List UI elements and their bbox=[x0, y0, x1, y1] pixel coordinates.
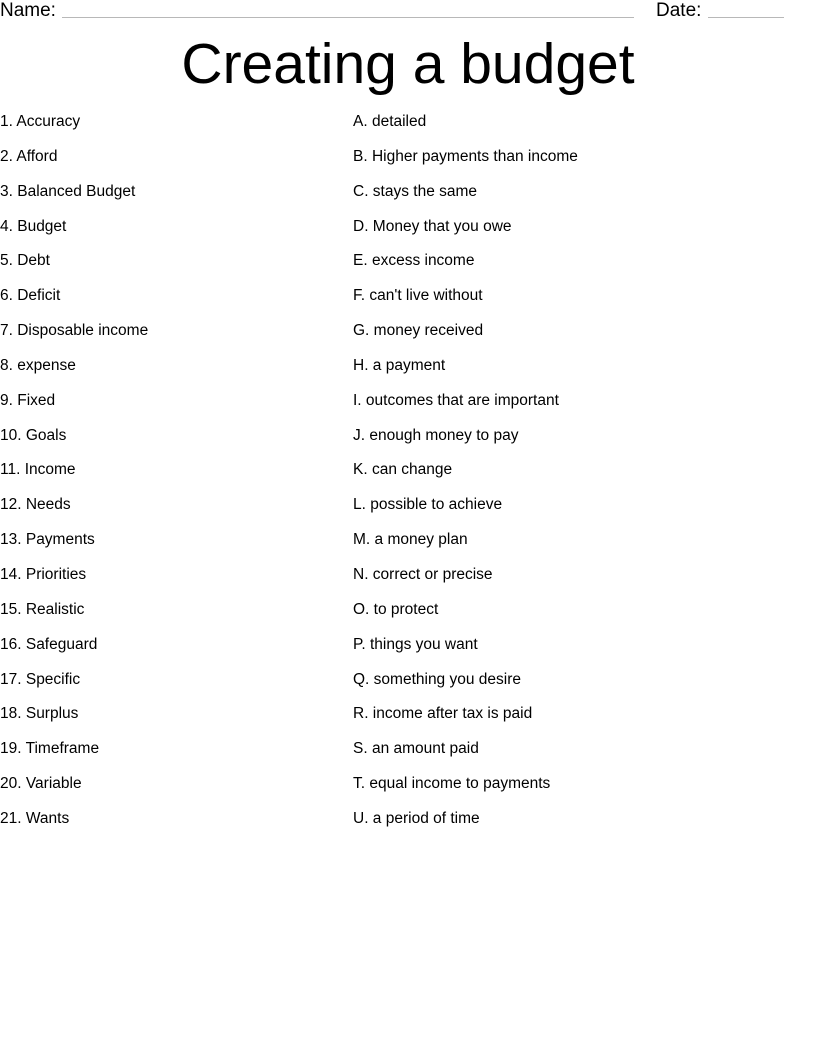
term-item: 5. Debt bbox=[0, 252, 50, 270]
definition-item: U. a period of time bbox=[353, 809, 480, 827]
term-item: 14. Priorities bbox=[0, 565, 87, 583]
definition-item: G. money received bbox=[353, 322, 484, 340]
definition-item: O. to protect bbox=[353, 600, 439, 618]
term-item: 10. Goals bbox=[0, 426, 67, 444]
definition-item: N. correct or precise bbox=[353, 565, 493, 583]
term-item: 13. Payments bbox=[0, 531, 95, 549]
term-item: 1. Accuracy bbox=[0, 113, 81, 130]
definition-item: I. outcomes that are important bbox=[353, 391, 559, 409]
page-title: Creating a budget bbox=[181, 32, 635, 96]
term-item: 4. Budget bbox=[0, 217, 67, 235]
term-item: 15. Realistic bbox=[0, 600, 85, 618]
definition-item: H. a payment bbox=[353, 356, 446, 374]
name-label: Name: bbox=[0, 0, 56, 21]
definition-item: M. a money plan bbox=[353, 531, 468, 549]
term-item: 16. Safeguard bbox=[0, 635, 98, 653]
definition-item: P. things you want bbox=[353, 635, 478, 653]
definition-item: Q. something you desire bbox=[353, 670, 522, 688]
definition-item: L. possible to achieve bbox=[353, 496, 503, 514]
definition-item: C. stays the same bbox=[353, 182, 478, 200]
definition-item: B. Higher payments than income bbox=[353, 147, 578, 165]
definition-item: A. detailed bbox=[353, 113, 427, 130]
definition-item: D. Money that you owe bbox=[353, 217, 512, 235]
term-item: 12. Needs bbox=[0, 496, 71, 514]
term-item: 19. Timeframe bbox=[0, 740, 100, 758]
term-item: 7. Disposable income bbox=[0, 322, 149, 340]
term-list bbox=[0, 111, 330, 843]
definition-item: E. excess income bbox=[353, 252, 475, 270]
term-item: 11. Income bbox=[0, 461, 76, 479]
term-item: 17. Specific bbox=[0, 670, 81, 688]
date-blank-line[interactable] bbox=[708, 17, 784, 18]
term-item: 2. Afford bbox=[0, 147, 58, 165]
worksheet-header bbox=[0, 0, 816, 24]
definition-item: J. enough money to pay bbox=[353, 426, 519, 444]
definition-item: K. can change bbox=[353, 461, 453, 479]
definition-list bbox=[353, 111, 793, 843]
term-item: 9. Fixed bbox=[0, 391, 56, 409]
definition-item: S. an amount paid bbox=[353, 740, 479, 758]
date-label: Date: bbox=[656, 0, 702, 21]
term-item: 18. Surplus bbox=[0, 705, 79, 723]
definition-item: R. income after tax is paid bbox=[353, 705, 533, 723]
definition-item: T. equal income to payments bbox=[353, 775, 551, 793]
term-item: 3. Balanced Budget bbox=[0, 182, 136, 200]
term-item: 21. Wants bbox=[0, 809, 70, 827]
name-blank-line[interactable] bbox=[62, 17, 634, 18]
term-item: 6. Deficit bbox=[0, 287, 61, 305]
term-item: 20. Variable bbox=[0, 775, 82, 793]
term-item: 8. expense bbox=[0, 356, 76, 374]
definition-item: F. can't live without bbox=[353, 287, 483, 305]
